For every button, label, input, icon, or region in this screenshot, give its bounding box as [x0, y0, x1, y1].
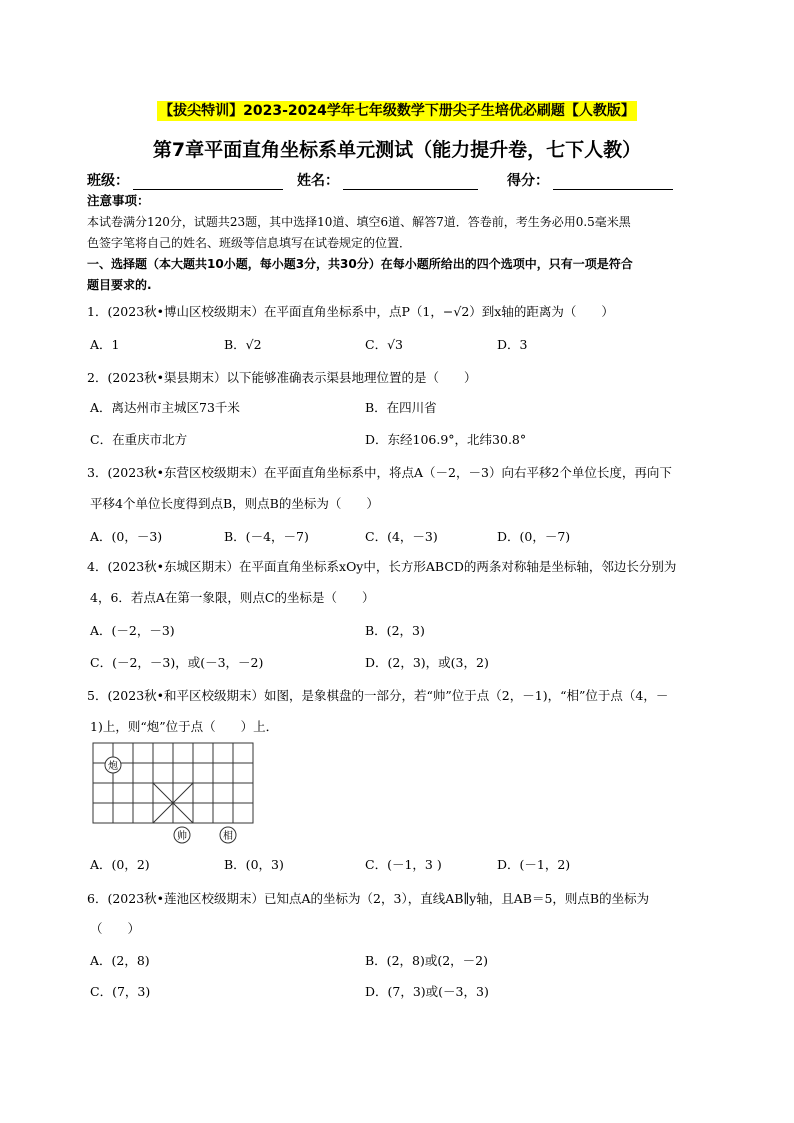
question-2-stem: 2．(2023秋•渠县期末）以下能够准确表示渠县地理位置的是（ ） [87, 370, 477, 385]
question-2-option-c[interactable]: C．在重庆市北方 [90, 432, 188, 447]
question-1-stem-b: −√2 [442, 304, 470, 319]
question-5-option-a[interactable]: A．(0，2) [90, 857, 150, 872]
score-label: 得分： [507, 173, 549, 189]
question-4-stem-line-2: 4，6．若点A在第一象限，则点C的坐标是（ ） [90, 590, 375, 605]
question-3-stem-line-1: 3．(2023秋•东营区校级期末）在平面直角坐标系中，将点A（－2，－3）向右平移2个单位长度，再向下 [87, 465, 672, 480]
name-label: 姓名： [297, 173, 339, 189]
question-3-option-a[interactable]: A．(0，－3) [90, 529, 163, 544]
question-1-stem [87, 302, 614, 320]
question-1-stem-c: ）到x轴的距离为（ ） [469, 304, 614, 319]
question-4-option-d[interactable]: D．(2，3)，或(3，2) [365, 655, 489, 670]
piece-xiang [220, 827, 236, 843]
question-3-option-b[interactable]: B．(－4，－7) [224, 529, 309, 544]
question-1-option-d[interactable]: D．3 [497, 337, 528, 352]
piece-shuai-label: 帅 [177, 831, 187, 842]
question-5-stem-line-1: 5．(2023秋•和平区校级期末）如图，是象棋盘的一部分，若“帅”位于点（2，－1)，“相”位于点（4，－ [87, 688, 669, 703]
name-blank[interactable] [343, 175, 478, 190]
question-5-option-c[interactable]: C．(－1，3 ) [365, 857, 442, 872]
question-5-option-b[interactable]: B．(0，3) [224, 857, 284, 872]
question-5-option-d[interactable]: D．(－1，2) [497, 857, 571, 872]
question-2-option-d[interactable]: D．东经106.9°，北纬30.8° [365, 432, 527, 447]
question-5-stem-line-2: 1)上，则“炮”位于点（ ）上． [90, 719, 279, 734]
question-2-option-b[interactable]: B．在四川省 [365, 400, 437, 415]
notes-line-2: 色签字笔将自己的姓名、班级等信息填写在试卷规定的位置． [87, 236, 412, 250]
question-2-option-a[interactable]: A．离达州市主城区73千米 [90, 400, 240, 415]
score-blank[interactable] [553, 175, 673, 190]
piece-shuai [174, 827, 190, 843]
question-4-option-c[interactable]: C．(－2，－3)，或(－3，－2) [90, 655, 264, 670]
chessboard-figure [90, 740, 260, 850]
question-3-stem-line-2: 平移4个单位长度得到点B，则点B的坐标为（ ） [90, 496, 379, 511]
question-1-option-b[interactable]: B．√2 [224, 337, 262, 352]
section-1-line-2: 题目要求的. [87, 278, 152, 292]
question-6-stem-line-1: 6．(2023秋•莲池区校级期末）已知点A的坐标为（2，3），直线AB∥y轴，且AB＝5，则点B的坐标为 [87, 891, 650, 906]
question-3-option-c[interactable]: C．(4，－3) [365, 529, 438, 544]
question-1-option-a[interactable]: A．1 [90, 337, 120, 352]
question-4-option-a[interactable]: A．(－2，－3) [90, 623, 175, 638]
question-4-stem-line-1: 4．(2023秋•东城区期末）在平面直角坐标系xOy中，长方形ABCD的两条对称轴是坐标轴，邻边长分别为 [87, 559, 677, 574]
class-blank[interactable] [133, 175, 283, 190]
piece-pao [105, 757, 121, 773]
question-1-stem-a: 1．(2023秋•博山区校级期末）在平面直角坐标系中，点P（1， [87, 304, 443, 319]
section-1-line-1: 一、选择题（本大题共10小题，每小题3分，共30分）在每小题所给出的四个选项中，只有一项是符合 [87, 257, 633, 271]
piece-xiang-label: 相 [223, 831, 233, 842]
banner-container [0, 100, 794, 121]
name-field[interactable] [297, 170, 478, 190]
notes-heading: 注意事项： [87, 193, 150, 208]
notes-line-1: 本试卷满分120分，试题共23题，其中选择10道、填空6道、解答7道．答卷前，考生务必用0.5毫米黑 [87, 215, 631, 229]
question-6-option-a[interactable]: A．(2，8) [90, 953, 150, 968]
page-title: 第7章平面直角坐标系单元测试（能力提升卷，七下人教） [152, 139, 642, 161]
class-field[interactable] [87, 170, 283, 190]
piece-pao-label: 炮 [108, 761, 118, 772]
question-3-option-d[interactable]: D．(0，－7) [497, 529, 571, 544]
question-6-stem-line-2: （ ） [90, 921, 141, 936]
question-6-option-b[interactable]: B．(2，8)或(2，－2) [365, 953, 489, 968]
question-6-option-c[interactable]: C．(7，3) [90, 984, 151, 999]
question-4-option-b[interactable]: B．(2，3) [365, 623, 425, 638]
score-field[interactable] [507, 170, 673, 190]
question-6-option-d[interactable]: D．(7，3)或(－3，3) [365, 984, 489, 999]
class-label: 班级： [87, 173, 129, 189]
series-banner: 【拔尖特训】2023-2024学年七年级数学下册尖子生培优必刷题【人教版】 [159, 103, 635, 119]
question-1-option-c[interactable]: C．√3 [365, 337, 403, 352]
